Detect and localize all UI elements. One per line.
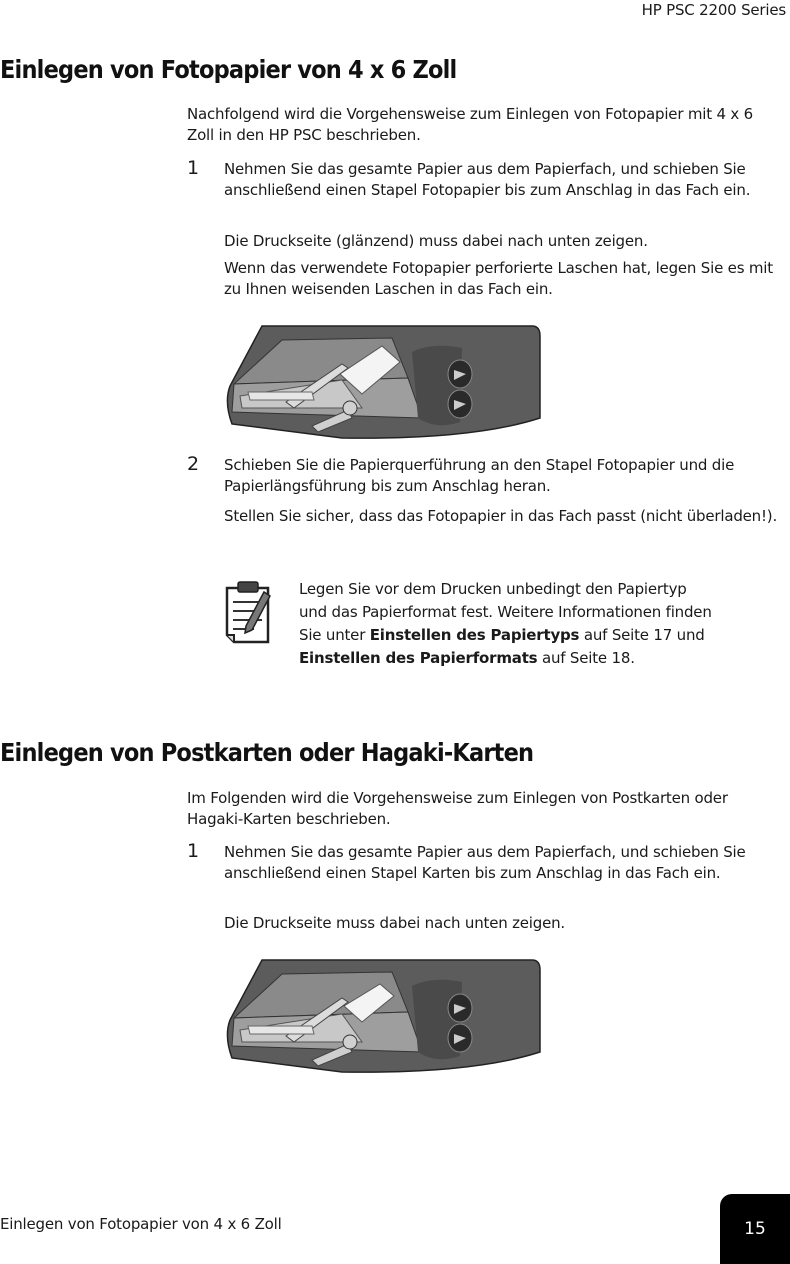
- section2-intro: Im Folgenden wird die Vorgehensweise zum Einlegen von Postkarten oder Hagaki-Karten beschrieben.: [187, 789, 728, 828]
- step-number: 1: [187, 840, 200, 862]
- link-einstellen-des-papierformats[interactable]: Einstellen des Papierformats: [299, 649, 538, 667]
- section1-intro: Nachfolgend wird die Vorgehensweise zum Einlegen von Fotopapier mit 4 x 6 Zoll in den HP PSC beschrieben.: [187, 105, 753, 144]
- section-title-photo-paper: Einlegen von Fotopapier von 4 x 6 Zoll: [0, 55, 457, 84]
- step-number: 2: [187, 453, 200, 475]
- step-subtext: Wenn das verwendete Fotopapier perforierte Laschen hat, legen Sie es mit zu Ihnen weisenden Laschen in das Fach ein.: [224, 259, 773, 298]
- step-subtext: Die Druckseite muss dabei nach unten zeigen.: [224, 914, 565, 932]
- note-text: [299, 578, 719, 670]
- running-header: HP PSC 2200 Series: [641, 1, 786, 19]
- link-einstellen-des-papiertyps[interactable]: Einstellen des Papiertyps: [369, 626, 580, 644]
- step-subtext: Stellen Sie sicher, dass das Fotopapier in das Fach passt (nicht überladen!).: [224, 507, 778, 525]
- section-title-postcards: Einlegen von Postkarten oder Hagaki-Karten: [0, 738, 534, 767]
- step-text: Nehmen Sie das gesamte Papier aus dem Papierfach, und schieben Sie anschließend einen Stapel Fotopapier bis zum Anschlag in das Fach ein.: [224, 160, 751, 199]
- step-text: Schieben Sie die Papierquerführung an den Stapel Fotopapier und die Papierlängsführung bis zum Anschlag heran.: [224, 456, 735, 495]
- page-number-tab: [720, 1194, 790, 1264]
- step-subtext: Die Druckseite (glänzend) muss dabei nach unten zeigen.: [224, 232, 648, 250]
- printer-tray-illustration: [222, 322, 542, 440]
- note-text-part: auf Seite 17 und: [579, 626, 705, 644]
- note-text-part: auf Seite 18.: [537, 649, 635, 667]
- note-text-part: Legen Sie vor dem Drucken unbedingt den Papiertyp und das Papierformat fest. Weitere Informationen finden Sie unter: [299, 580, 712, 644]
- page-number: 15: [744, 1219, 766, 1239]
- step-number: 1: [187, 157, 200, 179]
- note-icon: [224, 580, 272, 646]
- printer-tray-cards-illustration: [222, 956, 542, 1074]
- step-text: Nehmen Sie das gesamte Papier aus dem Papierfach, und schieben Sie anschließend einen Stapel Karten bis zum Anschlag in das Fach ein.: [224, 843, 746, 882]
- running-footer: Einlegen von Fotopapier von 4 x 6 Zoll: [0, 1215, 282, 1233]
